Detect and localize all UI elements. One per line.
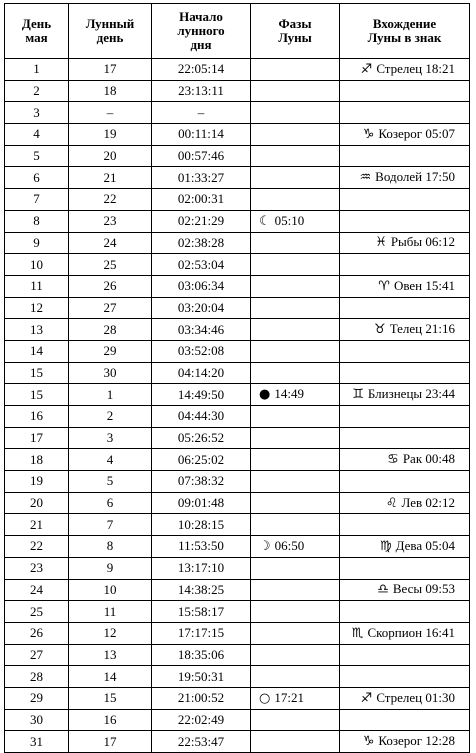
table-row bbox=[5, 59, 470, 81]
cell-lunar-day: 7 bbox=[69, 514, 152, 536]
cell-day: 21 bbox=[5, 514, 69, 536]
cell-day: 24 bbox=[5, 579, 69, 601]
cell-lunar-day: 22 bbox=[69, 189, 152, 211]
cell-start: 01:33:27 bbox=[152, 167, 251, 189]
cell-sign bbox=[340, 687, 470, 709]
cell-sign bbox=[340, 644, 470, 666]
cell-day: 17 bbox=[5, 427, 69, 449]
cell-day: 31 bbox=[5, 731, 69, 753]
cell-sign bbox=[340, 579, 470, 601]
cell-sign bbox=[340, 167, 470, 189]
cell-sign bbox=[340, 406, 470, 428]
cell-day: 22 bbox=[5, 536, 69, 558]
moon-phase-icon: ☾ bbox=[259, 213, 271, 229]
cell-phase bbox=[251, 536, 340, 558]
moon-phase-icon: ☽ bbox=[259, 538, 271, 554]
cell-sign bbox=[340, 80, 470, 102]
cell-start: 17:17:15 bbox=[152, 622, 251, 644]
cell-start: 15:58:17 bbox=[152, 601, 251, 623]
cell-sign bbox=[340, 622, 470, 644]
cell-sign bbox=[340, 666, 470, 688]
cell-start: 09:01:48 bbox=[152, 492, 251, 514]
cell-day: 1 bbox=[5, 59, 69, 81]
cell-phase bbox=[251, 601, 340, 623]
sign-entry: Водолей 17:50 bbox=[375, 169, 455, 185]
cell-sign bbox=[340, 232, 470, 254]
cell-lunar-day: 21 bbox=[69, 167, 152, 189]
cell-lunar-day: 23 bbox=[69, 210, 152, 232]
cell-start: 04:14:20 bbox=[152, 362, 251, 384]
cell-sign bbox=[340, 124, 470, 146]
cell-lunar-day: 9 bbox=[69, 557, 152, 579]
table-row bbox=[5, 709, 470, 731]
sign-entry: Скорпион 16:41 bbox=[367, 624, 455, 640]
zodiac-icon: ♈ bbox=[378, 278, 390, 294]
phase-time: 06:50 bbox=[274, 537, 305, 553]
table-row bbox=[5, 145, 470, 167]
table-row bbox=[5, 319, 470, 341]
zodiac-icon: ♊ bbox=[352, 387, 364, 403]
cell-lunar-day: 3 bbox=[69, 427, 152, 449]
cell-start: 02:53:04 bbox=[152, 254, 251, 276]
cell-day: 13 bbox=[5, 319, 69, 341]
cell-phase bbox=[251, 427, 340, 449]
cell-phase bbox=[251, 644, 340, 666]
cell-start: 18:35:06 bbox=[152, 644, 251, 666]
cell-phase bbox=[251, 471, 340, 493]
phase-time: 14:49 bbox=[274, 386, 304, 402]
cell-lunar-day: 15 bbox=[69, 687, 152, 709]
cell-day: 7 bbox=[5, 189, 69, 211]
cell-phase bbox=[251, 709, 340, 731]
cell-phase bbox=[251, 687, 340, 709]
table-row bbox=[5, 471, 470, 493]
cell-phase bbox=[251, 514, 340, 536]
sign-entry: Козерог 12:28 bbox=[378, 733, 455, 749]
zodiac-icon: ♎ bbox=[377, 582, 389, 598]
zodiac-icon: ♍ bbox=[379, 538, 392, 554]
cell-sign bbox=[340, 384, 470, 406]
cell-start: 10:28:15 bbox=[152, 514, 251, 536]
table-row bbox=[5, 622, 470, 644]
table-row bbox=[5, 687, 470, 709]
table-row bbox=[5, 644, 470, 666]
cell-phase bbox=[251, 80, 340, 102]
cell-sign bbox=[340, 340, 470, 362]
cell-start: 06:25:02 bbox=[152, 449, 251, 471]
cell-phase bbox=[251, 622, 340, 644]
cell-lunar-day: 17 bbox=[69, 59, 152, 81]
cell-sign bbox=[340, 557, 470, 579]
header-lunar-day: Лунный день bbox=[69, 4, 152, 59]
cell-phase bbox=[251, 319, 340, 341]
cell-lunar-day: 27 bbox=[69, 297, 152, 319]
table-row bbox=[5, 102, 470, 124]
table-row bbox=[5, 167, 470, 189]
cell-lunar-day: 30 bbox=[69, 362, 152, 384]
cell-phase bbox=[251, 449, 340, 471]
cell-sign bbox=[340, 59, 470, 81]
table-row bbox=[5, 80, 470, 102]
cell-phase bbox=[251, 145, 340, 167]
cell-sign bbox=[340, 492, 470, 514]
cell-start: 22:05:14 bbox=[152, 59, 251, 81]
cell-day: 2 bbox=[5, 80, 69, 102]
table-row bbox=[5, 362, 470, 384]
cell-day: 4 bbox=[5, 124, 69, 146]
sign-entry: Стрелец 18:21 bbox=[376, 60, 455, 76]
cell-sign bbox=[340, 319, 470, 341]
sign-entry: Близнецы 23:44 bbox=[367, 386, 455, 402]
cell-lunar-day: 8 bbox=[69, 536, 152, 558]
cell-phase bbox=[251, 275, 340, 297]
zodiac-icon: ♐ bbox=[360, 690, 373, 706]
cell-sign bbox=[340, 297, 470, 319]
cell-start: 00:57:46 bbox=[152, 145, 251, 167]
table-row bbox=[5, 124, 470, 146]
moon-phase-icon: ● bbox=[259, 387, 271, 403]
cell-day: 23 bbox=[5, 557, 69, 579]
cell-lunar-day: 18 bbox=[69, 80, 152, 102]
zodiac-icon: ♋ bbox=[387, 452, 399, 468]
cell-phase bbox=[251, 189, 340, 211]
zodiac-icon: ♓ bbox=[375, 235, 387, 251]
cell-phase bbox=[251, 297, 340, 319]
zodiac-icon: ♒ bbox=[359, 170, 372, 186]
cell-lunar-day: – bbox=[69, 102, 152, 124]
cell-day: 9 bbox=[5, 232, 69, 254]
cell-day: 19 bbox=[5, 471, 69, 493]
cell-sign bbox=[340, 145, 470, 167]
cell-phase bbox=[251, 340, 340, 362]
cell-day: 15 bbox=[5, 384, 69, 406]
cell-lunar-day: 14 bbox=[69, 666, 152, 688]
table-row bbox=[5, 275, 470, 297]
table-row bbox=[5, 666, 470, 688]
moon-phase-icon: ○ bbox=[259, 690, 271, 706]
table-row bbox=[5, 427, 470, 449]
table-row bbox=[5, 514, 470, 536]
cell-phase bbox=[251, 102, 340, 124]
cell-phase bbox=[251, 362, 340, 384]
cell-start: 03:20:04 bbox=[152, 297, 251, 319]
cell-start: 21:00:52 bbox=[152, 687, 251, 709]
phase-time: 05:10 bbox=[274, 212, 305, 228]
cell-day: 25 bbox=[5, 601, 69, 623]
cell-sign bbox=[340, 102, 470, 124]
cell-lunar-day: 19 bbox=[69, 124, 152, 146]
cell-sign bbox=[340, 731, 470, 753]
cell-start: 05:26:52 bbox=[152, 427, 251, 449]
table-row bbox=[5, 232, 470, 254]
cell-phase bbox=[251, 666, 340, 688]
cell-start: 04:44:30 bbox=[152, 406, 251, 428]
sign-entry: Лев 02:12 bbox=[401, 494, 455, 510]
cell-start: 03:34:46 bbox=[152, 319, 251, 341]
cell-phase bbox=[251, 59, 340, 81]
cell-sign bbox=[340, 709, 470, 731]
lunar-table bbox=[4, 3, 470, 753]
header-sign: Вхождение Луны в знак bbox=[340, 4, 470, 59]
cell-start: – bbox=[152, 102, 251, 124]
header-phase: Фазы Луны bbox=[251, 4, 340, 59]
cell-day: 3 bbox=[5, 102, 69, 124]
cell-sign bbox=[340, 601, 470, 623]
table-row bbox=[5, 731, 470, 753]
cell-day: 30 bbox=[5, 709, 69, 731]
cell-lunar-day: 10 bbox=[69, 579, 152, 601]
cell-day: 16 bbox=[5, 406, 69, 428]
cell-start: 14:38:25 bbox=[152, 579, 251, 601]
cell-day: 5 bbox=[5, 145, 69, 167]
cell-lunar-day: 29 bbox=[69, 340, 152, 362]
cell-lunar-day: 16 bbox=[69, 709, 152, 731]
cell-lunar-day: 5 bbox=[69, 471, 152, 493]
lunar-calendar bbox=[4, 3, 470, 753]
sign-entry: Рак 00:48 bbox=[402, 451, 455, 467]
table-row bbox=[5, 557, 470, 579]
cell-lunar-day: 11 bbox=[69, 601, 152, 623]
cell-phase bbox=[251, 492, 340, 514]
cell-phase bbox=[251, 232, 340, 254]
table-row bbox=[5, 210, 470, 232]
zodiac-icon: ♑ bbox=[362, 734, 375, 750]
cell-start: 03:52:08 bbox=[152, 340, 251, 362]
cell-start: 14:49:50 bbox=[152, 384, 251, 406]
cell-lunar-day: 2 bbox=[69, 406, 152, 428]
cell-lunar-day: 17 bbox=[69, 731, 152, 753]
cell-lunar-day: 13 bbox=[69, 644, 152, 666]
zodiac-icon: ♉ bbox=[374, 322, 386, 338]
table-row bbox=[5, 384, 470, 406]
cell-day: 11 bbox=[5, 275, 69, 297]
cell-sign bbox=[340, 362, 470, 384]
table-row bbox=[5, 449, 470, 471]
cell-day: 29 bbox=[5, 687, 69, 709]
cell-lunar-day: 4 bbox=[69, 449, 152, 471]
cell-start: 02:00:31 bbox=[152, 189, 251, 211]
cell-day: 28 bbox=[5, 666, 69, 688]
cell-start: 22:53:47 bbox=[152, 731, 251, 753]
cell-lunar-day: 25 bbox=[69, 254, 152, 276]
cell-day: 27 bbox=[5, 644, 69, 666]
cell-sign bbox=[340, 254, 470, 276]
cell-phase bbox=[251, 557, 340, 579]
cell-phase bbox=[251, 384, 340, 406]
table-row bbox=[5, 579, 470, 601]
cell-day: 18 bbox=[5, 449, 69, 471]
cell-day: 14 bbox=[5, 340, 69, 362]
cell-start: 03:06:34 bbox=[152, 275, 251, 297]
cell-start: 19:50:31 bbox=[152, 666, 251, 688]
header-start: Начало лунного дня bbox=[152, 4, 251, 59]
cell-day: 10 bbox=[5, 254, 69, 276]
zodiac-icon: ♑ bbox=[362, 126, 375, 142]
cell-phase bbox=[251, 210, 340, 232]
cell-lunar-day: 24 bbox=[69, 232, 152, 254]
header-day: День мая bbox=[5, 4, 69, 59]
zodiac-icon: ♌ bbox=[385, 495, 398, 511]
sign-entry: Дева 05:04 bbox=[395, 537, 455, 553]
cell-day: 12 bbox=[5, 297, 69, 319]
sign-entry: Рыбы 06:12 bbox=[390, 234, 455, 250]
cell-phase bbox=[251, 406, 340, 428]
cell-sign bbox=[340, 514, 470, 536]
sign-entry: Козерог 05:07 bbox=[378, 125, 455, 141]
table-row bbox=[5, 536, 470, 558]
table-body bbox=[5, 59, 470, 753]
zodiac-icon: ♏ bbox=[351, 625, 364, 641]
cell-phase bbox=[251, 167, 340, 189]
sign-entry: Телец 21:16 bbox=[389, 321, 455, 337]
table-header-row bbox=[5, 4, 470, 59]
cell-start: 23:13:11 bbox=[152, 80, 251, 102]
sign-entry: Стрелец 01:30 bbox=[376, 689, 455, 705]
cell-lunar-day: 12 bbox=[69, 622, 152, 644]
table-row bbox=[5, 492, 470, 514]
cell-sign bbox=[340, 275, 470, 297]
sign-entry: Овен 15:41 bbox=[393, 277, 455, 293]
table-row bbox=[5, 189, 470, 211]
cell-lunar-day: 28 bbox=[69, 319, 152, 341]
cell-start: 02:21:29 bbox=[152, 210, 251, 232]
cell-phase bbox=[251, 254, 340, 276]
cell-phase bbox=[251, 731, 340, 753]
cell-start: 13:17:10 bbox=[152, 557, 251, 579]
cell-day: 6 bbox=[5, 167, 69, 189]
cell-day: 8 bbox=[5, 210, 69, 232]
cell-sign bbox=[340, 449, 470, 471]
cell-start: 00:11:14 bbox=[152, 124, 251, 146]
cell-sign bbox=[340, 189, 470, 211]
cell-sign bbox=[340, 536, 470, 558]
table-row bbox=[5, 297, 470, 319]
cell-start: 02:38:28 bbox=[152, 232, 251, 254]
table-row bbox=[5, 254, 470, 276]
cell-start: 22:02:49 bbox=[152, 709, 251, 731]
cell-start: 11:53:50 bbox=[152, 536, 251, 558]
cell-sign bbox=[340, 210, 470, 232]
cell-phase bbox=[251, 124, 340, 146]
cell-start: 07:38:32 bbox=[152, 471, 251, 493]
cell-sign bbox=[340, 427, 470, 449]
cell-lunar-day: 26 bbox=[69, 275, 152, 297]
cell-lunar-day: 6 bbox=[69, 492, 152, 514]
cell-lunar-day: 1 bbox=[69, 384, 152, 406]
cell-sign bbox=[340, 471, 470, 493]
cell-phase bbox=[251, 579, 340, 601]
phase-time: 17:21 bbox=[274, 689, 304, 705]
table-row bbox=[5, 340, 470, 362]
cell-day: 20 bbox=[5, 492, 69, 514]
table-row bbox=[5, 601, 470, 623]
cell-day: 26 bbox=[5, 622, 69, 644]
table-row bbox=[5, 406, 470, 428]
cell-day: 15 bbox=[5, 362, 69, 384]
zodiac-icon: ♐ bbox=[360, 61, 373, 77]
sign-entry: Весы 09:53 bbox=[392, 581, 455, 597]
cell-lunar-day: 20 bbox=[69, 145, 152, 167]
